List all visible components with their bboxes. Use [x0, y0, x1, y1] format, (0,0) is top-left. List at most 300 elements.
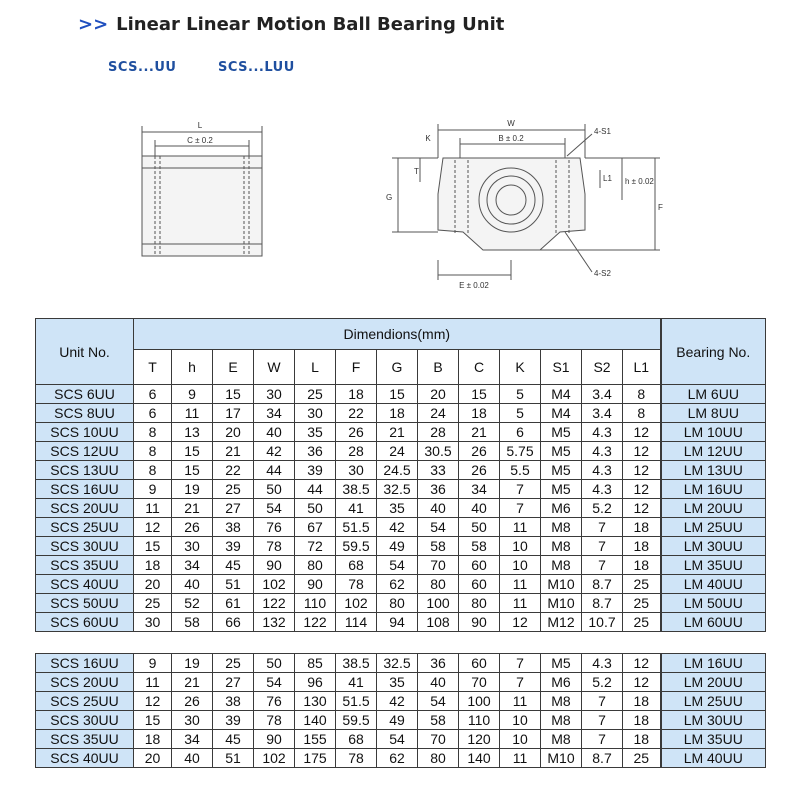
- cell-t: 25: [134, 594, 172, 613]
- cell-c: 120: [459, 730, 500, 749]
- table-row: [36, 613, 766, 632]
- cell-s1: M6: [541, 673, 582, 692]
- cell-w: 54: [254, 499, 295, 518]
- bearing-no-cell: LM 8UU: [661, 404, 766, 423]
- table-row: [36, 480, 766, 499]
- cell-l1: 25: [623, 749, 661, 768]
- cell-e: 17: [213, 404, 254, 423]
- cell-e: 61: [213, 594, 254, 613]
- cell-c: 58: [459, 537, 500, 556]
- series-label-luu: SCS...LUU: [218, 60, 295, 75]
- cell-k: 12: [500, 613, 541, 632]
- dim-label-k: K: [425, 134, 431, 143]
- cell-t: 20: [134, 749, 172, 768]
- cell-g: 35: [377, 673, 418, 692]
- cell-g: 42: [377, 518, 418, 537]
- bearing-no-cell: LM 12UU: [661, 442, 766, 461]
- series-label-uu: SCS...UU: [108, 60, 177, 75]
- cell-f: 114: [336, 613, 377, 632]
- cell-t: 9: [134, 654, 172, 673]
- cell-f: 59.5: [336, 537, 377, 556]
- cell-s2: 7: [582, 556, 623, 575]
- cell-f: 30: [336, 461, 377, 480]
- cell-g: 42: [377, 692, 418, 711]
- cell-e: 45: [213, 730, 254, 749]
- cell-g: 49: [377, 537, 418, 556]
- bearing-no-cell: LM 25UU: [661, 518, 766, 537]
- cell-w: 50: [254, 480, 295, 499]
- unit-no-cell: SCS 40UU: [36, 749, 134, 768]
- cell-s1: M10: [541, 749, 582, 768]
- cell-t: 8: [134, 442, 172, 461]
- cell-s1: M8: [541, 730, 582, 749]
- cell-b: 28: [418, 423, 459, 442]
- cell-g: 21: [377, 423, 418, 442]
- dim-label-t: T: [414, 167, 419, 176]
- cell-c: 90: [459, 613, 500, 632]
- cell-s1: M6: [541, 499, 582, 518]
- cell-t: 15: [134, 537, 172, 556]
- cell-h: 40: [172, 575, 213, 594]
- cell-h: 15: [172, 461, 213, 480]
- cell-l1: 18: [623, 730, 661, 749]
- cell-g: 15: [377, 385, 418, 404]
- cell-b: 40: [418, 499, 459, 518]
- cell-s1: M4: [541, 404, 582, 423]
- cell-l: 35: [295, 423, 336, 442]
- cell-k: 11: [500, 749, 541, 768]
- bearing-no-cell: LM 25UU: [661, 692, 766, 711]
- unit-no-cell: SCS 13UU: [36, 461, 134, 480]
- col-header-s2: S2: [582, 350, 623, 385]
- cell-t: 30: [134, 613, 172, 632]
- unit-no-cell: SCS 35UU: [36, 730, 134, 749]
- cell-s1: M8: [541, 537, 582, 556]
- cell-s2: 5.2: [582, 673, 623, 692]
- cell-k: 7: [500, 499, 541, 518]
- cell-c: 21: [459, 423, 500, 442]
- cell-k: 7: [500, 480, 541, 499]
- cell-s1: M4: [541, 385, 582, 404]
- cell-w: 78: [254, 711, 295, 730]
- cell-w: 40: [254, 423, 295, 442]
- unit-no-cell: SCS 30UU: [36, 537, 134, 556]
- table-row: [36, 594, 766, 613]
- cell-e: 22: [213, 461, 254, 480]
- cell-e: 51: [213, 749, 254, 768]
- cell-l1: 8: [623, 385, 661, 404]
- cell-t: 12: [134, 692, 172, 711]
- cell-s1: M8: [541, 711, 582, 730]
- unit-no-cell: SCS 35UU: [36, 556, 134, 575]
- cell-f: 59.5: [336, 711, 377, 730]
- cell-l1: 12: [623, 499, 661, 518]
- table-row: [36, 556, 766, 575]
- cell-h: 58: [172, 613, 213, 632]
- cell-f: 22: [336, 404, 377, 423]
- unit-no-cell: SCS 10UU: [36, 423, 134, 442]
- unit-no-cell: SCS 16UU: [36, 480, 134, 499]
- cell-g: 32.5: [377, 654, 418, 673]
- col-header-c: C: [459, 350, 500, 385]
- cell-e: 15: [213, 385, 254, 404]
- cell-b: 30.5: [418, 442, 459, 461]
- cell-f: 51.5: [336, 692, 377, 711]
- cell-e: 39: [213, 537, 254, 556]
- cell-l1: 12: [623, 480, 661, 499]
- cell-c: 40: [459, 499, 500, 518]
- double-chevron-icon: >>: [78, 14, 109, 35]
- cell-s2: 7: [582, 711, 623, 730]
- cell-t: 8: [134, 423, 172, 442]
- cell-b: 108: [418, 613, 459, 632]
- cell-c: 15: [459, 385, 500, 404]
- cell-l1: 25: [623, 613, 661, 632]
- unit-no-cell: SCS 50UU: [36, 594, 134, 613]
- cell-c: 60: [459, 556, 500, 575]
- cell-k: 10: [500, 537, 541, 556]
- side-view: [142, 126, 262, 256]
- cell-k: 5: [500, 385, 541, 404]
- table-row: [36, 711, 766, 730]
- dim-label-b: B ± 0.2: [498, 134, 524, 143]
- cell-b: 70: [418, 556, 459, 575]
- cell-s2: 8.7: [582, 575, 623, 594]
- cell-s2: 3.4: [582, 385, 623, 404]
- bearing-no-cell: LM 30UU: [661, 537, 766, 556]
- cell-l: 72: [295, 537, 336, 556]
- cell-l1: 18: [623, 518, 661, 537]
- dim-label-g: G: [386, 193, 393, 202]
- cell-w: 50: [254, 654, 295, 673]
- col-header-t: T: [134, 350, 172, 385]
- table-gap: [36, 632, 766, 654]
- cell-l: 130: [295, 692, 336, 711]
- cell-b: 80: [418, 575, 459, 594]
- cell-e: 27: [213, 673, 254, 692]
- unit-no-cell: SCS 40UU: [36, 575, 134, 594]
- cell-c: 34: [459, 480, 500, 499]
- cell-s1: M8: [541, 556, 582, 575]
- cell-s2: 4.3: [582, 654, 623, 673]
- cell-b: 58: [418, 711, 459, 730]
- cell-h: 30: [172, 537, 213, 556]
- cell-l: 44: [295, 480, 336, 499]
- cell-h: 19: [172, 654, 213, 673]
- cell-s2: 3.4: [582, 404, 623, 423]
- cell-h: 40: [172, 749, 213, 768]
- unit-no-cell: SCS 25UU: [36, 692, 134, 711]
- cell-b: 80: [418, 749, 459, 768]
- bearing-no-cell: LM 30UU: [661, 711, 766, 730]
- col-header-g: G: [377, 350, 418, 385]
- cell-l: 140: [295, 711, 336, 730]
- cell-l: 110: [295, 594, 336, 613]
- cell-b: 36: [418, 654, 459, 673]
- cell-g: 35: [377, 499, 418, 518]
- col-header-h: h: [172, 350, 213, 385]
- table-row: [36, 749, 766, 768]
- cell-b: 33: [418, 461, 459, 480]
- cell-w: 76: [254, 518, 295, 537]
- cell-s1: M8: [541, 518, 582, 537]
- cell-t: 6: [134, 404, 172, 423]
- cell-c: 110: [459, 711, 500, 730]
- dim-label-c: C ± 0.2: [187, 136, 213, 145]
- cell-h: 30: [172, 711, 213, 730]
- dimensions-table: [35, 318, 766, 768]
- cell-s2: 10.7: [582, 613, 623, 632]
- cell-f: 78: [336, 575, 377, 594]
- table-row: [36, 518, 766, 537]
- cell-l: 39: [295, 461, 336, 480]
- cell-s2: 5.2: [582, 499, 623, 518]
- bearing-no-cell: LM 20UU: [661, 673, 766, 692]
- bearing-no-cell: LM 60UU: [661, 613, 766, 632]
- cell-l1: 12: [623, 461, 661, 480]
- cell-s2: 4.3: [582, 442, 623, 461]
- dim-label-l1: L1: [603, 174, 612, 183]
- col-header-e: E: [213, 350, 254, 385]
- cell-e: 27: [213, 499, 254, 518]
- cell-c: 26: [459, 461, 500, 480]
- cell-k: 11: [500, 692, 541, 711]
- cell-w: 122: [254, 594, 295, 613]
- cell-e: 38: [213, 692, 254, 711]
- cell-e: 51: [213, 575, 254, 594]
- col-header-f: F: [336, 350, 377, 385]
- cell-w: 132: [254, 613, 295, 632]
- cell-w: 90: [254, 556, 295, 575]
- cell-f: 102: [336, 594, 377, 613]
- cell-b: 20: [418, 385, 459, 404]
- cell-w: 44: [254, 461, 295, 480]
- cell-l: 25: [295, 385, 336, 404]
- cell-b: 36: [418, 480, 459, 499]
- cell-w: 102: [254, 575, 295, 594]
- dimensions-header: Dimendions(mm): [134, 319, 661, 350]
- cell-s2: 7: [582, 730, 623, 749]
- title-text: Linear Linear Motion Ball Bearing Unit: [116, 14, 505, 35]
- table-row: [36, 404, 766, 423]
- cell-e: 21: [213, 442, 254, 461]
- cell-s1: M5: [541, 461, 582, 480]
- cell-b: 54: [418, 692, 459, 711]
- front-view: [392, 124, 660, 280]
- cell-s2: 7: [582, 692, 623, 711]
- cell-k: 10: [500, 556, 541, 575]
- table-row: [36, 575, 766, 594]
- cell-l1: 18: [623, 537, 661, 556]
- cell-c: 100: [459, 692, 500, 711]
- technical-drawing: [0, 110, 800, 300]
- cell-t: 11: [134, 673, 172, 692]
- cell-s2: 7: [582, 537, 623, 556]
- cell-h: 19: [172, 480, 213, 499]
- cell-f: 41: [336, 673, 377, 692]
- unit-no-cell: SCS 8UU: [36, 404, 134, 423]
- table-row: [36, 654, 766, 673]
- bearing-no-cell: LM 40UU: [661, 575, 766, 594]
- cell-k: 11: [500, 594, 541, 613]
- dim-label-s2: 4-S2: [594, 269, 611, 278]
- bearing-no-cell: LM 35UU: [661, 556, 766, 575]
- cell-l: 30: [295, 404, 336, 423]
- table-body-luu: [36, 654, 766, 768]
- table-row: [36, 692, 766, 711]
- table-row: [36, 461, 766, 480]
- unit-no-cell: SCS 16UU: [36, 654, 134, 673]
- cell-g: 54: [377, 730, 418, 749]
- cell-b: 70: [418, 730, 459, 749]
- cell-g: 49: [377, 711, 418, 730]
- cell-w: 42: [254, 442, 295, 461]
- cell-w: 30: [254, 385, 295, 404]
- cell-l1: 12: [623, 442, 661, 461]
- cell-g: 94: [377, 613, 418, 632]
- cell-l1: 25: [623, 594, 661, 613]
- cell-b: 58: [418, 537, 459, 556]
- cell-c: 70: [459, 673, 500, 692]
- cell-f: 68: [336, 556, 377, 575]
- cell-w: 90: [254, 730, 295, 749]
- cell-h: 26: [172, 692, 213, 711]
- cell-s1: M5: [541, 423, 582, 442]
- cell-s2: 4.3: [582, 461, 623, 480]
- cell-t: 9: [134, 480, 172, 499]
- bearing-no-cell: LM 13UU: [661, 461, 766, 480]
- cell-b: 24: [418, 404, 459, 423]
- cell-l1: 18: [623, 556, 661, 575]
- cell-l: 122: [295, 613, 336, 632]
- cell-h: 21: [172, 673, 213, 692]
- cell-k: 11: [500, 575, 541, 594]
- unit-no-header: Unit No.: [36, 319, 134, 385]
- cell-s1: M12: [541, 613, 582, 632]
- cell-f: 28: [336, 442, 377, 461]
- cell-l1: 8: [623, 404, 661, 423]
- cell-f: 41: [336, 499, 377, 518]
- cell-g: 54: [377, 556, 418, 575]
- cell-h: 52: [172, 594, 213, 613]
- cell-s2: 7: [582, 518, 623, 537]
- cell-e: 25: [213, 654, 254, 673]
- cell-l1: 12: [623, 673, 661, 692]
- cell-l: 90: [295, 575, 336, 594]
- bearing-no-cell: LM 35UU: [661, 730, 766, 749]
- cell-l1: 18: [623, 692, 661, 711]
- table-row: [36, 673, 766, 692]
- cell-l1: 12: [623, 423, 661, 442]
- col-header-k: K: [500, 350, 541, 385]
- cell-l1: 18: [623, 711, 661, 730]
- cell-h: 9: [172, 385, 213, 404]
- cell-t: 6: [134, 385, 172, 404]
- cell-w: 34: [254, 404, 295, 423]
- cell-g: 62: [377, 749, 418, 768]
- cell-e: 45: [213, 556, 254, 575]
- cell-s1: M8: [541, 692, 582, 711]
- cell-k: 5: [500, 404, 541, 423]
- cell-k: 10: [500, 730, 541, 749]
- cell-s1: M5: [541, 442, 582, 461]
- bearing-no-header: Bearing No.: [661, 319, 766, 385]
- bearing-no-cell: LM 6UU: [661, 385, 766, 404]
- cell-e: 38: [213, 518, 254, 537]
- unit-no-cell: SCS 25UU: [36, 518, 134, 537]
- cell-e: 66: [213, 613, 254, 632]
- cell-k: 5.75: [500, 442, 541, 461]
- cell-h: 34: [172, 730, 213, 749]
- bearing-no-cell: LM 16UU: [661, 480, 766, 499]
- cell-w: 54: [254, 673, 295, 692]
- cell-g: 24: [377, 442, 418, 461]
- col-header-l1: L1: [623, 350, 661, 385]
- cell-e: 39: [213, 711, 254, 730]
- col-header-w: W: [254, 350, 295, 385]
- cell-s1: M10: [541, 575, 582, 594]
- unit-no-cell: SCS 12UU: [36, 442, 134, 461]
- cell-c: 140: [459, 749, 500, 768]
- bearing-no-cell: LM 40UU: [661, 749, 766, 768]
- cell-l: 85: [295, 654, 336, 673]
- cell-w: 78: [254, 537, 295, 556]
- bearing-no-cell: LM 20UU: [661, 499, 766, 518]
- unit-no-cell: SCS 60UU: [36, 613, 134, 632]
- cell-f: 51.5: [336, 518, 377, 537]
- table-row: [36, 537, 766, 556]
- cell-g: 18: [377, 404, 418, 423]
- cell-g: 32.5: [377, 480, 418, 499]
- table-row: [36, 730, 766, 749]
- cell-f: 68: [336, 730, 377, 749]
- table-row: [36, 385, 766, 404]
- cell-t: 18: [134, 730, 172, 749]
- cell-f: 78: [336, 749, 377, 768]
- cell-h: 34: [172, 556, 213, 575]
- col-header-l: L: [295, 350, 336, 385]
- dim-label-w: W: [507, 119, 515, 128]
- cell-k: 5.5: [500, 461, 541, 480]
- cell-b: 54: [418, 518, 459, 537]
- cell-f: 38.5: [336, 480, 377, 499]
- cell-b: 40: [418, 673, 459, 692]
- cell-h: 11: [172, 404, 213, 423]
- cell-l: 96: [295, 673, 336, 692]
- bearing-no-cell: LM 50UU: [661, 594, 766, 613]
- cell-l: 175: [295, 749, 336, 768]
- page-title: [78, 14, 504, 35]
- table-row: [36, 423, 766, 442]
- cell-e: 20: [213, 423, 254, 442]
- dim-label-e: E ± 0.02: [459, 281, 489, 290]
- cell-h: 26: [172, 518, 213, 537]
- bearing-no-cell: LM 16UU: [661, 654, 766, 673]
- cell-t: 20: [134, 575, 172, 594]
- table-row: [36, 499, 766, 518]
- col-header-s1: S1: [541, 350, 582, 385]
- cell-g: 62: [377, 575, 418, 594]
- cell-h: 15: [172, 442, 213, 461]
- cell-t: 11: [134, 499, 172, 518]
- cell-f: 38.5: [336, 654, 377, 673]
- cell-k: 7: [500, 673, 541, 692]
- cell-s2: 8.7: [582, 594, 623, 613]
- cell-k: 6: [500, 423, 541, 442]
- dim-label-s1: 4-S1: [594, 127, 611, 136]
- group-gap: [36, 632, 766, 654]
- bearing-no-cell: LM 10UU: [661, 423, 766, 442]
